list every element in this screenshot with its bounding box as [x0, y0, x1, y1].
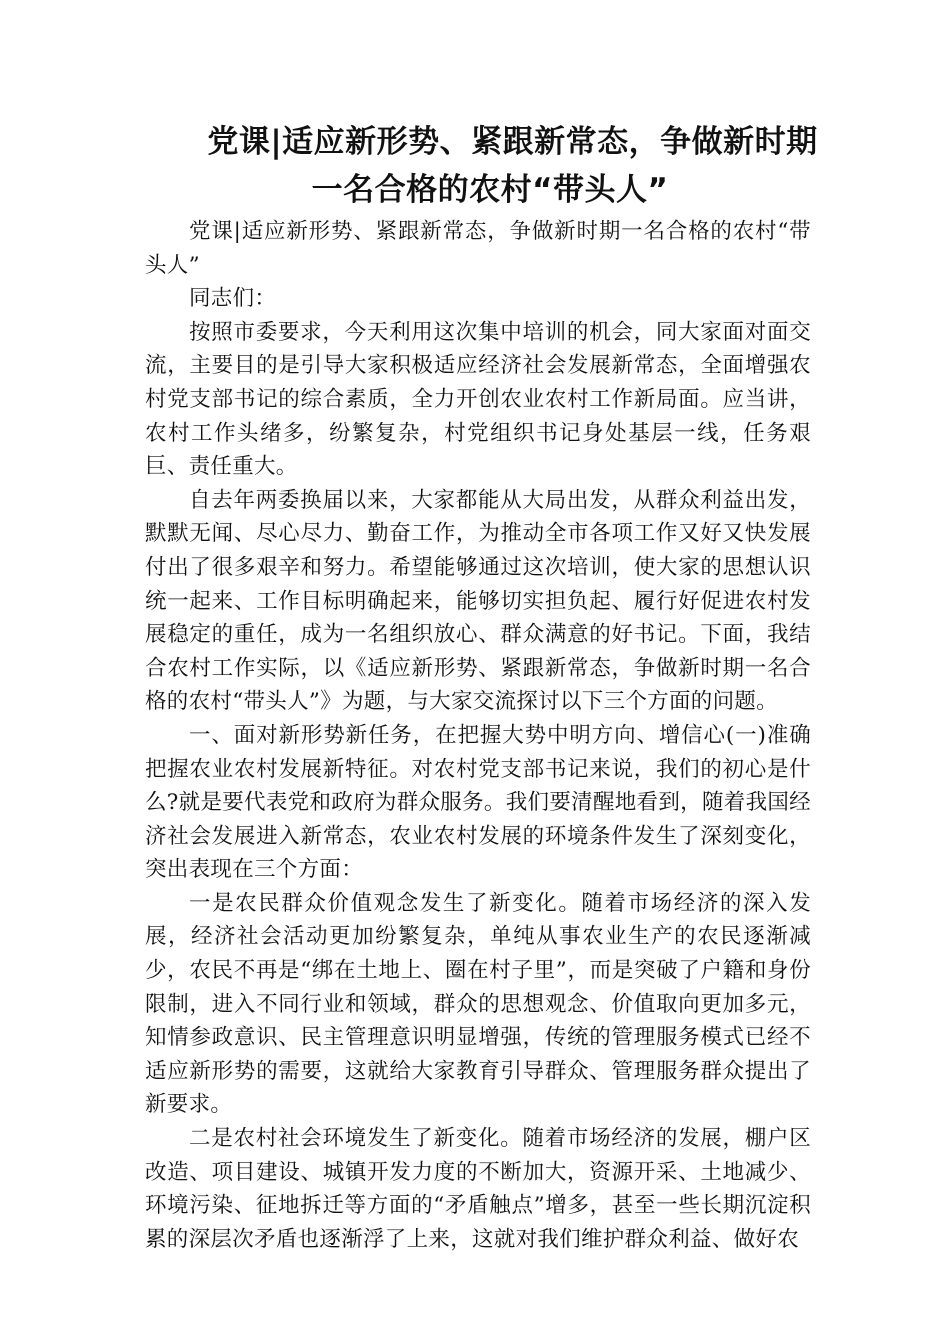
paragraph-repeated-title: 党课|适应新形势、紧跟新常态，争做新时期一名合格的农村“带头人” [145, 219, 811, 278]
document-title [145, 118, 835, 214]
document-body [145, 215, 811, 1256]
paragraph-point-one: 一是农民群众价值观念发生了新变化。随着市场经济的深入发展，经济社会活动更加纷繁复杂，单纯从事农业生产的农民逐渐减少，农民不再是“绑在土地上、圈在村子里”，而是突破了户籍和身份限制，进入不同行业和领域，群众的思想观念、价值取向更加多元，知情参政意识、民主管理意识明显增强，传统的管理服务模式已经不适应新形势的需要，这就给大家教育引导群众、管理服务群众提出了新要求。 [145, 890, 811, 1118]
paragraph-section-one: 一、面对新形势新任务，在把握大势中明方向、增信心(一)准确把握农业农村发展新特征。对农村党支部书记来说，我们的初心是什么?就是要代表党和政府为群众服务。我们要清醒地看到，随着我国经济社会发展进入新常态，农业农村发展的环境条件发生了深刻变化，突出表现在三个方面： [145, 722, 811, 883]
title-line-1: 党课|适应新形势、紧跟新常态，争做新时期 [207, 124, 818, 160]
paragraph-background: 自去年两委换届以来，大家都能从大局出发，从群众利益出发，默默无闻、尽心尽力、勤奋工作，为推动全市各项工作又好又快发展付出了很多艰辛和努力。希望能够通过这次培训，使大家的思想认识统一起来、工作目标明确起来，能够切实担负起、履行好促进农村发展稳定的重任，成为一名组织放心、群众满意的好书记。下面，我结合农村工作实际，以《适应新形势、紧跟新常态，争做新时期一名合格的农村“带头人”》为题，与大家交流探讨以下三个方面的问题。 [145, 487, 811, 715]
paragraph-salutation: 同志们： [189, 286, 277, 312]
paragraph-intro: 按照市委要求，今天利用这次集中培训的机会，同大家面对面交流，主要目的是引导大家积极适应经济社会发展新常态，全面增强农村党支部书记的综合素质，全力开创农业农村工作新局面。应当讲，农村工作头绪多，纷繁复杂，村党组织书记身处基层一线，任务艰巨、责任重大。 [145, 319, 811, 480]
title-line-2: 一名合格的农村“带头人” [311, 172, 669, 208]
paragraph-point-two: 二是农村社会环境发生了新变化。随着市场经济的发展，棚户区改造、项目建设、城镇开发力度的不断加大，资源开采、土地减少、环境污染、征地拆迁等方面的“矛盾触点”增多，甚至一些长期沉淀积累的深层次矛盾也逐渐浮了上来，这就对我们维护群众利益、做好农 [145, 1126, 811, 1252]
